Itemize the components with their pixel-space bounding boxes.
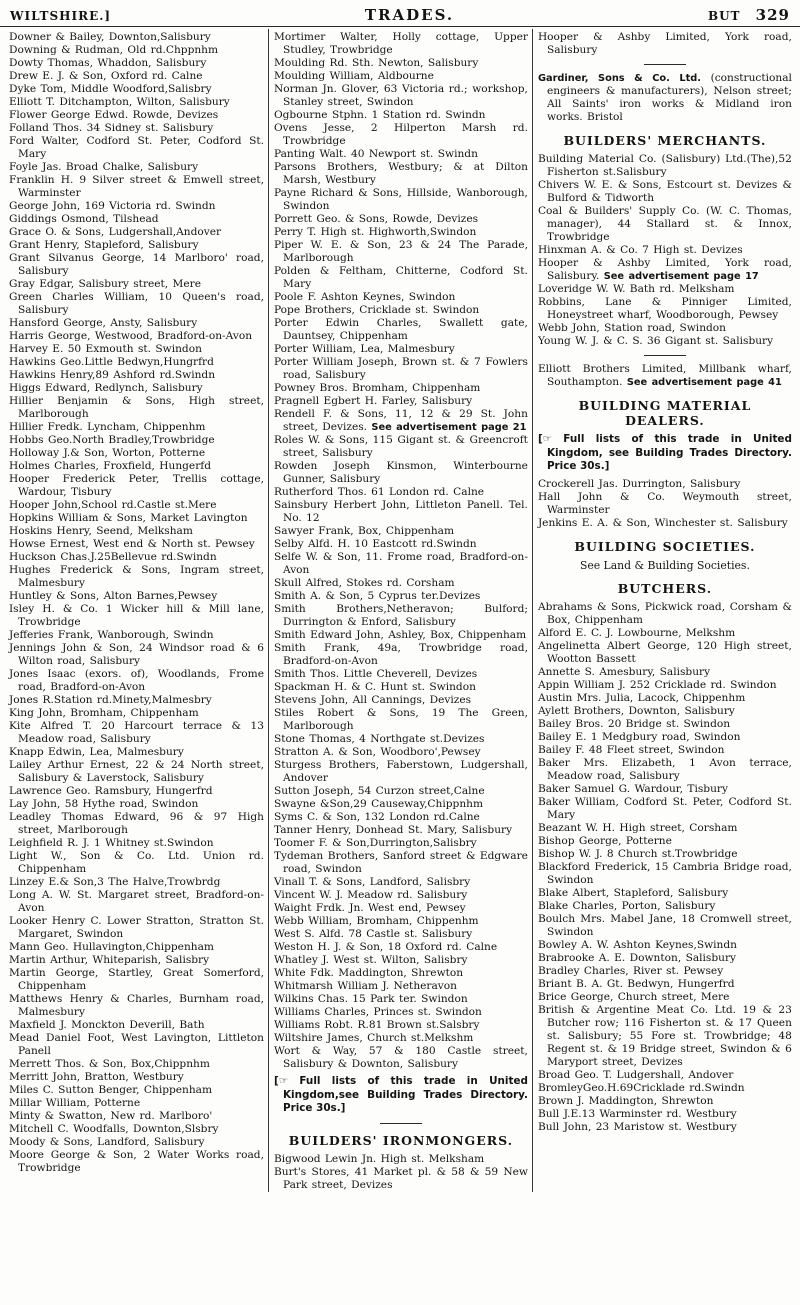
- directory-entry: Panting Walt. 40 Newport st. Swindn: [273, 148, 478, 160]
- section-heading: BUILDING SOCIETIES.: [574, 538, 756, 554]
- directory-entry: Green Charles William, 10 Queen's road, Salisbury: [9, 291, 264, 316]
- page-header: [0, 0, 800, 27]
- directory-entry: Jenkins E. A. & Son, Winchester st. Salisbury: [537, 516, 788, 529]
- directory-entry: Isley H. & Co. 1 Wicker hill & Mill lane, Trowbridge: [9, 603, 264, 628]
- directory-entry: Robbins, Lane & Pinniger Limited, Honeystreet wharf, Woodborough, Pewsey: [537, 296, 792, 321]
- directory-entry: Appin William J. 252 Cricklade rd. Swindon: [537, 678, 777, 691]
- directory-entry: Blake Albert, Stapleford, Salisbury: [537, 886, 729, 899]
- directory-entry: Elliott T. Ditchampton, Wilton, Salisbury: [9, 96, 230, 108]
- directory-entry: Bradley Charles, River st. Pewsey: [537, 964, 724, 977]
- directory-entry: Franklin H. 9 Silver street & Emwell street, Warminster: [9, 174, 264, 199]
- directory-entry: Grace O. & Sons, Ludgershall,Andover: [9, 226, 222, 238]
- directory-entry: Mann Geo. Hullavington,Chippenham: [9, 941, 214, 953]
- directory-entry: Mortimer Walter, Holly cottage, Upper Studley, Trowbridge: [273, 31, 528, 56]
- directory-entry: Higgs Edward, Redlynch, Salisbury: [9, 382, 203, 394]
- directory-entry: Rendell F. & Sons, 11, 12 & 29 St. John street, Devizes. See advertisement page 21: [273, 408, 528, 433]
- directory-entry: Merrett Thos. & Son, Box,Chippnhm: [9, 1058, 210, 1070]
- cross-reference: See Land & Building Societies.: [579, 558, 750, 572]
- directory-entry: Pope Brothers, Cricklade st. Swindon: [273, 304, 480, 316]
- directory-entry: Wiltshire James, Church st.Melkshm: [273, 1032, 474, 1044]
- directory-entry: Toomer F. & Son,Durrington,Salisbry: [273, 837, 477, 849]
- directory-entry: Porter Edwin Charles, Swallett gate, Dauntsey, Chippenham: [273, 317, 528, 342]
- directory-entry: BromleyGeo.H.69Cricklade rd.Swindn: [537, 1081, 745, 1094]
- directory-entry: Ford Walter, Codford St. Peter, Codford St. Mary: [9, 135, 264, 160]
- directory-entry: Wilkins Chas. 15 Park ter. Swindon: [273, 993, 468, 1005]
- directory-entry: Building Material Co. (Salisbury) Ltd.(The),52 Fisherton st.Salisbury: [537, 153, 792, 178]
- directory-entry: White Fdk. Maddington, Shrewton: [273, 967, 464, 979]
- directory-entry: Light W., Son & Co. Ltd. Union rd. Chippenham: [9, 850, 264, 875]
- directory-entry: Beazant W. H. High street, Corsham: [537, 821, 738, 834]
- directory-entry: Hall John & Co. Weymouth street, Warminster: [537, 490, 792, 516]
- directory-entry: Huntley & Sons, Alton Barnes,Pewsey: [9, 590, 218, 602]
- directory-entry: Holmes Charles, Froxfield, Hungerfd: [9, 460, 211, 472]
- directory-entry: Lailey Arthur Ernest, 22 & 24 North street, Salisbury & Laverstock, Salisbury: [9, 759, 264, 784]
- directory-entry: West S. Alfd. 78 Castle st. Salisbury: [273, 928, 473, 940]
- directory-entry: Kite Alfred T. 20 Harcourt terrace & 13 Meadow road, Salisbury: [9, 720, 264, 745]
- directory-entry: Boulch Mrs. Mabel Jane, 18 Cromwell street, Swindon: [537, 912, 792, 938]
- directory-entry: Payne Richard & Sons, Hillside, Wanborough, Swindon: [273, 187, 528, 212]
- directory-entry: Millar William, Potterne: [9, 1097, 141, 1109]
- directory-entry: Vincent W. J. Meadow rd. Salisbury: [273, 889, 468, 901]
- directory-entry: Jones Isaac (exors. of), Woodlands, Frome road, Bradford-on-Avon: [9, 668, 264, 693]
- directory-entry: Moulding William, Aldbourne: [273, 70, 434, 82]
- directory-entry: Moore George & Son, 2 Water Works road, Trowbridge: [9, 1149, 264, 1174]
- section-heading: BUTCHERS.: [617, 580, 713, 596]
- directory-entry: Martin Arthur, Whiteparish, Salisbry: [9, 954, 210, 966]
- directory-entry: Flower George Edwd. Rowde, Devizes: [9, 109, 219, 121]
- directory-entry: Miles C. Sutton Benger, Chippenham: [9, 1084, 213, 1096]
- directory-entry: Coal & Builders' Supply Co. (W. C. Thomas, manager), 44 Stallard st. & Innox, Trowbridge: [537, 205, 792, 243]
- directory-entry: Hillier Fredk. Lyncham, Chippenhm: [9, 421, 206, 433]
- directory-entry: Skull Alfred, Stokes rd. Corsham: [273, 577, 455, 589]
- directory-entry: Waight Frdk. Jn. West end, Pewsey: [273, 902, 466, 914]
- directory-entry: Hughes Frederick & Sons, Ingram street, Malmesbury: [9, 564, 264, 589]
- directory-entry: Whatley J. West st. Wilton, Salisbry: [273, 954, 468, 966]
- directory-entry: Grant Silvanus George, 14 Marlboro' road, Salisbury: [9, 252, 264, 277]
- directory-entry: Gardiner, Sons & Co. Ltd. (constructional engineers & manufacturers), Nelson street; All Saints' iron works & Midland iron works. Bristol: [537, 72, 792, 123]
- directory-entry: Abrahams & Sons, Pickwick road, Corsham & Box, Chippenham: [537, 600, 792, 626]
- directory-entry: Bowley A. W. Ashton Keynes,Swindn: [537, 938, 737, 951]
- directory-entry: Powney Bros. Bromham, Chippenham: [273, 382, 481, 394]
- column-2: [268, 29, 532, 1192]
- directory-entry: Sutton Joseph, 54 Curzon street,Calne: [273, 785, 485, 797]
- directory-entry: Baker Mrs. Elizabeth, 1 Avon terrace, Meadow road, Salisbury: [537, 756, 792, 782]
- directory-entry: Martin George, Startley, Great Somerford, Chippenham: [9, 967, 264, 992]
- folio: [708, 6, 790, 24]
- section-heading: BUILDERS' MERCHANTS.: [563, 133, 767, 148]
- directory-entry: Hinxman A. & Co. 7 High st. Devizes: [537, 244, 743, 256]
- directory-entry: Hopkins William & Sons, Market Lavington: [9, 512, 248, 524]
- directory-entry: Bishop George, Potterne: [537, 834, 672, 847]
- directory-entry: Sawyer Frank, Box, Chippenham: [273, 525, 455, 537]
- directory-entry: Hoskins Henry, Seend, Melksham: [9, 525, 193, 537]
- directory-entry: Loveridge W. W. Bath rd. Melksham: [537, 283, 735, 295]
- directory-entry: Foyle Jas. Broad Chalke, Salisbury: [9, 161, 199, 173]
- directory-entry: Jefferies Frank, Wanborough, Swindn: [9, 629, 214, 641]
- directory-entry: King John, Bromham, Chippenham: [9, 707, 199, 719]
- directory-entry: Dowty Thomas, Whaddon, Salisbury: [9, 57, 207, 69]
- directory-entry: Perry T. High st. Highworth,Swindon: [273, 226, 477, 238]
- directory-entry: Roles W. & Sons, 115 Gigant st. & Greencroft street, Salisbury: [273, 434, 528, 459]
- directory-entry: Weston H. J. & Son, 18 Oxford rd. Calne: [273, 941, 498, 953]
- directory-entry: Maxfield J. Monckton Deverill, Bath: [9, 1019, 205, 1031]
- directory-entry: Moody & Sons, Landford, Salisbury: [9, 1136, 205, 1148]
- directory-entry: Brice George, Church street, Mere: [537, 990, 730, 1003]
- directory-entry: Mead Daniel Foot, West Lavington, Littleton Panell: [9, 1032, 264, 1057]
- directory-entry: Bishop W. J. 8 Church st.Trowbridge: [537, 847, 738, 860]
- directory-entry: Young W. J. & C. S. 36 Gigant st. Salisbury: [537, 335, 774, 347]
- county-label: WILTSHIRE.]: [10, 9, 112, 23]
- directory-entry: Stone Thomas, 4 Northgate st.Devizes: [273, 733, 485, 745]
- directory-entry: Blake Charles, Porton, Salisbury: [537, 899, 716, 912]
- directory-entry: Harris George, Westwood, Bradford-on-Avon: [9, 330, 253, 342]
- directory-entry: Bigwood Lewin Jn. High st. Melksham: [273, 1152, 485, 1165]
- directory-entry: Webb William, Bromham, Chippenhm: [273, 915, 479, 927]
- directory-entry: Pragnell Egbert H. Farley, Salisbury: [273, 395, 473, 407]
- directory-entry: Hobbs Geo.North Bradley,Trowbridge: [9, 434, 215, 446]
- directory-entry: Smith Brothers,Netheravon; Bulford; Durrington & Enford, Salisbury: [273, 603, 528, 628]
- column-1: [4, 29, 268, 1192]
- directory-entry: Sainsbury Herbert John, Littleton Panell. Tel. No. 12: [273, 499, 528, 524]
- directory-entry: Baker William, Codford St. Peter, Codford St. Mary: [537, 795, 792, 821]
- directory-entry: Syms C. & Son, 132 London rd.Calne: [273, 811, 480, 823]
- directory-entry: Tanner Henry, Donhead St. Mary, Salisbury: [273, 824, 513, 836]
- directory-entry: Folland Thos. 34 Sidney st. Salisbury: [9, 122, 214, 134]
- directory-entry: Stiles Robert & Sons, 19 The Green, Marlborough: [273, 707, 528, 732]
- directory-entry: Brown J. Maddington, Shrewton: [537, 1094, 714, 1107]
- directory-entry: Bull J.E.13 Warminster rd. Westbury: [537, 1107, 737, 1120]
- directory-entry: Long A. W. St. Margaret street, Bradford-on-Avon: [9, 889, 264, 914]
- directory-entry: Howse Ernest, West end & North st. Pewsey: [9, 538, 255, 550]
- directory-entry: Hooper & Ashby Limited, York road, Salisbury: [537, 31, 792, 56]
- directory-entry: Elliott Brothers Limited, Millbank wharf, Southampton. See advertisement page 41: [537, 363, 792, 388]
- directory-entry: Austin Mrs. Julia, Lacock, Chippenhm: [537, 691, 746, 704]
- directory-entry: Brabrooke A. E. Downton, Salisbury: [537, 951, 737, 964]
- section-divider: [644, 355, 686, 356]
- directory-entry: Bailey F. 48 Fleet street, Swindon: [537, 743, 725, 756]
- directory-entry: Aylett Brothers, Downton, Salisbury: [537, 704, 735, 717]
- trade-note: [☞ Full lists of this trade in United Kingdom,see Building Trades Directory. Price 30s.]: [273, 1075, 528, 1114]
- directory-entry: Lay John, 58 Hythe road, Swindon: [9, 798, 199, 810]
- trade-note: [☞ Full lists of this trade in United Kingdom, see Building Trades Directory. Price 30s.]: [537, 433, 792, 472]
- section-heading: BUILDING MATERIAL DEALERS.: [578, 398, 752, 428]
- directory-entry: Smith Edward John, Ashley, Box, Chippenham: [273, 629, 527, 641]
- section-divider: [644, 64, 686, 65]
- directory-entry: Ogbourne Stphn. 1 Station rd. Swindn: [273, 109, 486, 121]
- directory-entry: Annette S. Amesbury, Salisbury: [537, 665, 711, 678]
- directory-entry: Webb John, Station road, Swindon: [537, 322, 727, 334]
- directory-entry: Giddings Osmond, Tilshead: [9, 213, 159, 225]
- directory-entry: Holloway J.& Son, Worton, Potterne: [9, 447, 206, 459]
- directory-entry: Blackford Frederick, 15 Cambria Bridge road, Swindon: [537, 860, 792, 886]
- directory-entry: Spackman H. & C. Hunt st. Swindon: [273, 681, 476, 693]
- directory-entry: British & Argentine Meat Co. Ltd. 19 & 23 Butcher row; 116 Fisherton st. & 17 Queen st. Salisbury; 55 Fore st. Trowbridge; 48 Regent st. & 19 Bridge street, Swindon & 6 Maryport street, Devizes: [537, 1003, 792, 1068]
- directory-entry: Bailey E. 1 Medgbury road, Swindon: [537, 730, 741, 743]
- directory-entry: Minty & Swatton, New rd. Marlboro': [9, 1110, 213, 1122]
- directory-entry: Poole F. Ashton Keynes, Swindon: [273, 291, 456, 303]
- directory-entry: Wort & Way, 57 & 180 Castle street, Salisbury & Downton, Salisbury: [273, 1045, 528, 1070]
- directory-entry: Bailey Bros. 20 Bridge st. Swindon: [537, 717, 731, 730]
- directory-entry: Chivers W. E. & Sons, Estcourt st. Devizes & Bulford & Tidworth: [537, 179, 792, 204]
- page-title: TRADES.: [364, 6, 455, 24]
- directory-entry: Looker Henry C. Lower Stratton, Stratton St. Margaret, Swindon: [9, 915, 264, 940]
- directory-entry: Moulding Rd. Sth. Newton, Salisbury: [273, 57, 479, 69]
- directory-entry: Hooper Frederick Peter, Trellis cottage, Wardour, Tisbury: [9, 473, 264, 498]
- directory-entry: Whitmarsh William J. Netheravon: [273, 980, 457, 992]
- directory-entry: Selby Alfd. H. 10 Eastcott rd.Swindn: [273, 538, 477, 550]
- directory-entry: Rutherford Thos. 61 London rd. Calne: [273, 486, 485, 498]
- directory-entry: Angelinetta Albert George, 120 High street, Wootton Bassett: [537, 639, 792, 665]
- directory-entry: Porter William, Lea, Malmesbury: [273, 343, 455, 355]
- directory-entry: Stevens John, All Cannings, Devizes: [273, 694, 472, 706]
- directory-entry: Smith Thos. Little Cheverell, Devizes: [273, 668, 478, 680]
- directory-entry: Leadley Thomas Edward, 96 & 97 High street, Marlborough: [9, 811, 264, 836]
- directory-entry: Grant Henry, Stapleford, Salisbury: [9, 239, 199, 251]
- catchword: BUT: [707, 9, 741, 23]
- directory-entry: Briant B. A. Gt. Bedwyn, Hungerfrd: [537, 977, 735, 990]
- directory-entry: Baker Samuel G. Wardour, Tisbury: [537, 782, 728, 795]
- directory-entry: Merritt John, Bratton, Westbury: [9, 1071, 184, 1083]
- directory-entry: Stratton A. & Son, Woodboro',Pewsey: [273, 746, 481, 758]
- directory-entry: Hillier Benjamin & Sons, High street, Marlborough: [9, 395, 264, 420]
- directory-entry: Jones R.Station rd.Minety,Malmesbry: [9, 694, 212, 706]
- directory-entry: Huckson Chas.J.25Bellevue rd.Swindn: [9, 551, 217, 563]
- directory-entry: Ovens Jesse, 2 Hilperton Marsh rd. Trowbridge: [273, 122, 528, 147]
- directory-entry: Parsons Brothers, Westbury; & at Dilton Marsh, Westbury: [273, 161, 528, 186]
- directory-entry: Broad Geo. T. Ludgershall, Andover: [537, 1068, 734, 1081]
- page-number: 329: [755, 6, 790, 24]
- directory-entry: Vinall T. & Sons, Landford, Salisbry: [273, 876, 471, 888]
- directory-entry: Tydeman Brothers, Sanford street & Edgware road, Swindon: [273, 850, 528, 875]
- directory-entry: Swayne &Son,29 Causeway,Chippnhm: [273, 798, 484, 810]
- directory-entry: Hawkins Henry,89 Ashford rd.Swindn: [9, 369, 216, 381]
- directory-entry: Alford E. C. J. Lowbourne, Melkshm: [537, 626, 736, 639]
- directory-entry: Gray Edgar, Salisbury street, Mere: [9, 278, 201, 290]
- directory-entry: Harvey E. 50 Exmouth st. Swindon: [9, 343, 202, 355]
- columns-container: [0, 27, 800, 1192]
- directory-entry: Williams Charles, Princes st. Swindon: [273, 1006, 482, 1018]
- directory-entry: Jennings John & Son, 24 Windsor road & 6 Wilton road, Salisbury: [9, 642, 264, 667]
- column-3: [532, 29, 796, 1192]
- directory-entry: Smith Frank, 49a, Trowbridge road, Bradford-on-Avon: [273, 642, 528, 667]
- directory-entry: Sturgess Brothers, Faberstown, Ludgershall, Andover: [273, 759, 528, 784]
- directory-entry: Norman Jn. Glover, 63 Victoria rd.; workshop, Stanley street, Swindon: [273, 83, 528, 108]
- directory-entry: Porrett Geo. & Sons, Rowde, Devizes: [273, 213, 479, 225]
- directory-entry: Hooper & Ashby Limited, York road, Salisbury. See advertisement page 17: [537, 257, 792, 282]
- directory-entry: Knapp Edwin, Lea, Malmesbury: [9, 746, 184, 758]
- directory-entry: Hawkins Geo.Little Bedwyn,Hungrfrd: [9, 356, 214, 368]
- directory-entry: Hansford George, Ansty, Salisbury: [9, 317, 198, 329]
- directory-entry: Linzey E.& Son,3 The Halve,Trowbrdg: [9, 876, 221, 888]
- directory-entry: Crockerell Jas. Durrington, Salisbury: [537, 477, 741, 490]
- section-divider: [380, 1123, 422, 1124]
- directory-entry: Mitchell C. Woodfalls, Downton,Slsbry: [9, 1123, 219, 1135]
- directory-entry: George John, 169 Victoria rd. Swindn: [9, 200, 216, 212]
- directory-entry: Drew E. J. & Son, Oxford rd. Calne: [9, 70, 203, 82]
- directory-entry: Porter William Joseph, Brown st. & 7 Fowlers road, Salisbury: [273, 356, 528, 381]
- directory-entry: Selfe W. & Son, 11. Frome road, Bradford-on-Avon: [273, 551, 528, 576]
- directory-entry: Downer & Bailey, Downton,Salisbury: [9, 31, 211, 43]
- directory-entry: Hooper John,School rd.Castle st.Mere: [9, 499, 217, 511]
- directory-entry: Smith A. & Son, 5 Cyprus ter.Devizes: [273, 590, 481, 602]
- directory-entry: Dyke Tom, Middle Woodford,Salisbry: [9, 83, 212, 95]
- directory-entry: Bull John, 23 Maristow st. Westbury: [537, 1120, 737, 1133]
- directory-entry: Polden & Feltham, Chitterne, Codford St. Mary: [273, 265, 528, 290]
- directory-entry: Downing & Rudman, Old rd.Chppnhm: [9, 44, 219, 56]
- directory-entry: Rowden Joseph Kinsmon, Winterbourne Gunner, Salisbury: [273, 460, 528, 485]
- directory-entry: Matthews Henry & Charles, Burnham road, Malmesbury: [9, 993, 264, 1018]
- directory-entry: Lawrence Geo. Ramsbury, Hungerfrd: [9, 785, 213, 797]
- directory-entry: Leighfield R. J. 1 Whitney st.Swindon: [9, 837, 214, 849]
- section-heading: BUILDERS' IRONMONGERS.: [288, 1132, 514, 1148]
- directory-entry: Williams Robt. R.81 Brown st.Salsbry: [273, 1019, 480, 1031]
- directory-entry: Burt's Stores, 41 Market pl. & 58 & 59 New Park street, Devizes: [273, 1165, 528, 1191]
- directory-entry: Piper W. E. & Son, 23 & 24 The Parade, Marlborough: [273, 239, 528, 264]
